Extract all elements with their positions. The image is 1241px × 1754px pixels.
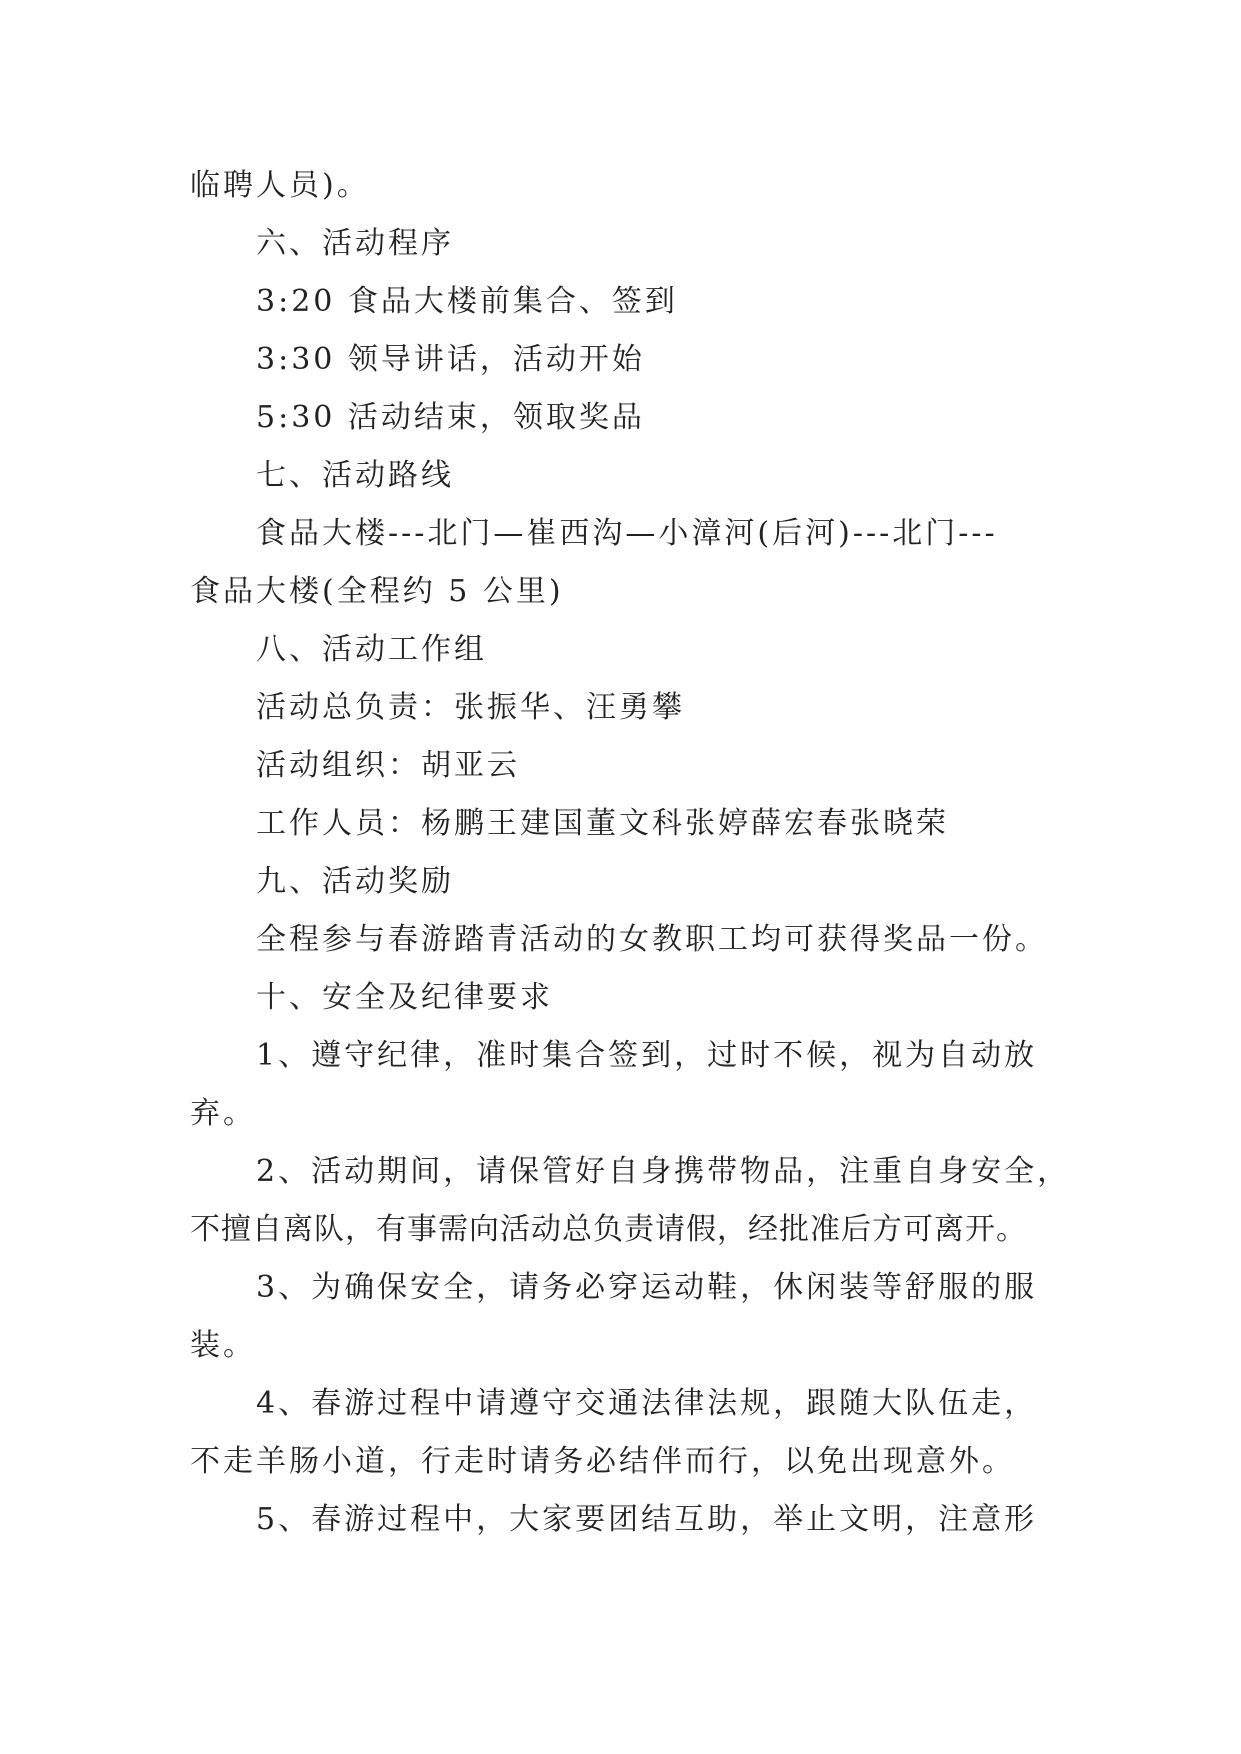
section-heading: 九、活动奖励 (256, 864, 454, 899)
text-line: 5、春游过程中，大家要团结互助，举止文明，注意形 (256, 1502, 1038, 1537)
text-line: 工作人员：杨鹏王建国董文科张婷薛宏春张晓荣 (256, 806, 949, 841)
text-line: 弃。 (190, 1096, 256, 1131)
text-line: 装。 (190, 1328, 256, 1363)
text-line: 不走羊肠小道，行走时请务必结伴而行，以免出现意外。 (190, 1444, 1015, 1479)
text-line: 不擅自离队，有事需向活动总负责请假，经批准后方可离开。 (190, 1212, 1027, 1247)
text-line: 5:30 活动结束，领取奖品 (256, 400, 645, 435)
text-line: 3、为确保安全，请务必穿运动鞋，休闲装等舒服的服 (256, 1270, 1038, 1305)
section-heading: 十、安全及纪律要求 (256, 980, 553, 1015)
section-heading: 六、活动程序 (256, 226, 454, 261)
text-line: 全程参与春游踏青活动的女教职工均可获得奖品一份。 (256, 922, 1048, 957)
text-line: 临聘人员)。 (190, 168, 370, 203)
text-line: 食品大楼(全程约 5 公里) (190, 574, 564, 609)
section-heading: 八、活动工作组 (256, 632, 487, 667)
text-line: 1、遵守纪律，准时集合签到，过时不候，视为自动放 (256, 1038, 1038, 1073)
text-line: 食品大楼---北门—崔西沟—小漳河(后河)---北门--- (256, 516, 998, 551)
text-line: 4、春游过程中请遵守交通法律法规，跟随大队伍走， (256, 1386, 1038, 1421)
text-line: 3:20 食品大楼前集合、签到 (256, 284, 678, 319)
section-heading: 七、活动路线 (256, 458, 454, 493)
text-line: 2、活动期间，请保管好自身携带物品，注重自身安全， (256, 1154, 1071, 1189)
text-line: 3:30 领导讲话，活动开始 (256, 342, 645, 377)
text-line: 活动组织：胡亚云 (256, 748, 520, 783)
text-line: 活动总负责：张振华、汪勇攀 (256, 690, 685, 725)
